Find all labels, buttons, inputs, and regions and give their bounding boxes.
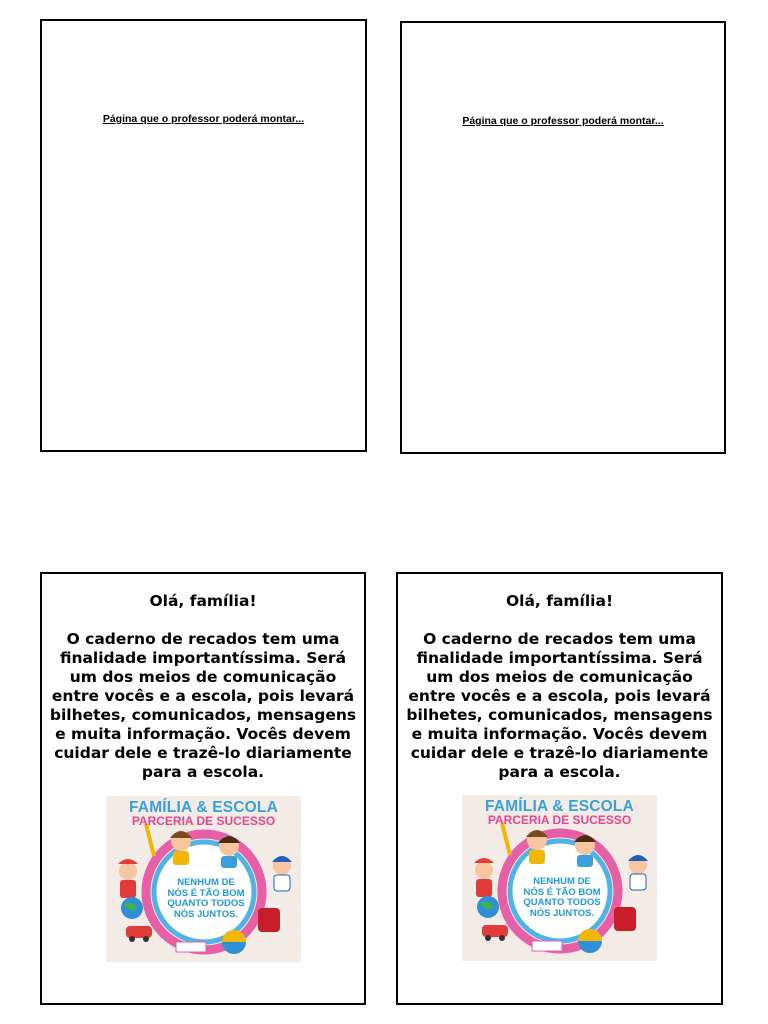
greeting-heading: Olá, família! xyxy=(505,592,614,610)
message-text: O caderno de recados tem uma finalidade importantíssima. Será um dos meios de comunicação entre vocês e a escola, pois levará bilhetes, comunicados, mensagens e muita informação. Vocês devem cuidar dele e trazê-lo diariamente para a escola. xyxy=(406,630,713,781)
placeholder-text: Página que o professor poderá montar... xyxy=(462,115,664,127)
poster-subtitle: PARCERIA DE SUCESSO xyxy=(131,814,276,828)
poster-subtitle: PARCERIA DE SUCESSO xyxy=(487,813,632,827)
poster-title: FAMÍLIA & ESCOLA xyxy=(484,798,634,815)
poster-title: FAMÍLIA & ESCOLA xyxy=(128,799,278,816)
teacher-page-card-1 xyxy=(40,19,367,452)
greeting-heading: Olá, família! xyxy=(149,592,257,610)
poster-center-text: NENHUM DE NÓS É TÃO BOM QUANTO TODOS NÓS JUNTOS. xyxy=(167,877,245,920)
message-text: O caderno de recados tem uma finalidade importantíssima. Será um dos meios de comunicação entre vocês e a escola, pois levará bilhetes, comunicados, mensagens e muita informação. Vocês devem cuidar dele e trazê-lo diariamente para a escola. xyxy=(49,630,357,781)
placeholder-text: Página que o professor poderá montar... xyxy=(102,113,305,125)
family-school-poster xyxy=(106,796,301,962)
teacher-page-card-2 xyxy=(400,21,726,454)
family-message-card-1 xyxy=(40,572,366,1005)
poster-center-text: NENHUM DE NÓS É TÃO BOM QUANTO TODOS NÓS JUNTOS. xyxy=(523,876,601,919)
family-message-card-2 xyxy=(396,572,723,1005)
family-school-poster xyxy=(462,795,657,961)
